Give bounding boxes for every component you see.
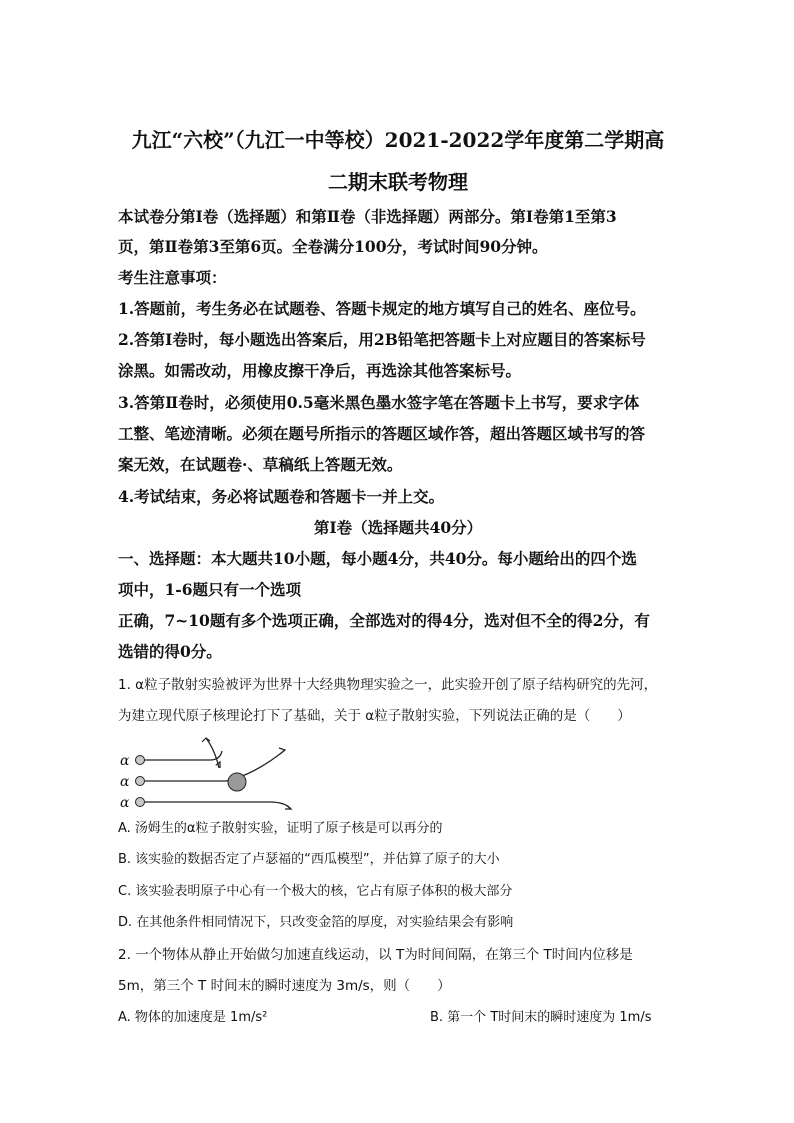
alpha-label: α — [120, 795, 130, 810]
notice-item-3b: 工整、笔迹清晰。必须在题号所指示的答题区域作答，超出答题区域书写的答 — [118, 424, 646, 443]
notice-item-3a: 3.答第Ⅱ卷时，必须使用0.5毫米黑色墨水签字笔在答题卡上书写，要求字体 — [118, 393, 640, 412]
alpha-label: α — [120, 774, 130, 790]
alpha-trajectory — [145, 802, 291, 809]
alpha-particle — [136, 777, 145, 786]
notice-item-4: 4.考试结束，务必将试题卷和答题卡一并上交。 — [118, 487, 445, 506]
question-1-option-d: D. 在其他条件相同情况下，只改变金箔的厚度，对实验结果会有影响 — [118, 915, 514, 930]
gold-nucleus — [228, 773, 246, 791]
question-1-stem-2: 为建立现代原子核理论打下了基础，关于 α粒子散射实验，下列说法正确的是（ ） — [118, 708, 631, 724]
question-2-option-b: B. 第一个 T时间末的瞬时速度为 1m/s — [430, 1010, 652, 1025]
section-desc-4: 选错的得0分。 — [118, 642, 222, 661]
question-2-stem-1: 2. 一个物体从静止开始做匀加速直线运动，以 T为时间间隔，在第三个 T时间内位移是 — [118, 947, 633, 963]
alpha-particle — [136, 756, 145, 765]
alpha-trajectory — [206, 738, 219, 768]
notice-item-2b: 涂黑。如需改动，用橡皮擦干净后，再选涂其他答案标号。 — [118, 361, 522, 380]
notice-item-3c: 案无效，在试题卷·、草稿纸上答题无效。 — [118, 455, 403, 474]
exam-title-line2: 二期末联考物理 — [328, 170, 468, 194]
intro-line-2: 页，第Ⅱ卷第3至第6页。全卷满分100分，考试时间90分钟。 — [118, 237, 548, 256]
alpha-particle — [136, 798, 145, 807]
exam-title-line1: 九江“六校”（九江一中等校）2021-2022学年度第二学期高 — [131, 128, 665, 152]
notice-item-2a: 2.答第Ⅰ卷时，每小题选出答案后，用2B铅笔把答题卡上对应题目的答案标号 — [118, 330, 646, 349]
intro-line-1: 本试卷分第Ⅰ卷（选择题）和第Ⅱ卷（非选择题）两部分。第Ⅰ卷第1至第3 — [118, 207, 617, 226]
question-1-option-a: A. 汤姆生的α粒子散射实验，证明了原子核是可以再分的 — [118, 821, 443, 836]
alpha-label: α — [120, 753, 130, 769]
section-desc-3: 正确，7~10题有多个选项正确，全部选对的得4分，选对但不全的得2分，有 — [118, 611, 650, 630]
arrow-head-icon — [279, 748, 285, 754]
question-2-option-a: A. 物体的加速度是 1m/s² — [118, 1010, 268, 1025]
question-1-stem-1: 1. α粒子散射实验被评为世界十大经典物理实验之一，此实验开创了原子结构研究的先河， — [118, 677, 658, 693]
question-2-stem-2: 5m，第三个 T 时间末的瞬时速度为 3m/s，则（ ） — [118, 978, 451, 994]
question-1-option-c: C. 该实验表明原子中心有一个极大的核，它占有原子体积的极大部分 — [118, 884, 513, 899]
alpha-trajectory — [145, 751, 222, 760]
section-heading: 第Ⅰ卷（选择题共40分） — [313, 518, 483, 537]
section-desc-2: 项中，1-6题只有一个选项 — [118, 580, 302, 599]
question-1-option-b: B. 该实验的数据否定了卢瑟福的“西瓜模型”，并估算了原子的大小 — [118, 852, 500, 867]
notice-heading: 考生注意事项： — [118, 268, 227, 287]
notice-item-1: 1.答题前，考生务必在试题卷、答题卡规定的地方填写自己的姓名、座位号。 — [118, 299, 646, 318]
section-desc-1: 一、选择题：本大题共10小题，每小题4分，共40分。每小题给出的四个选 — [118, 549, 637, 568]
alpha-scattering-figure — [118, 735, 303, 810]
